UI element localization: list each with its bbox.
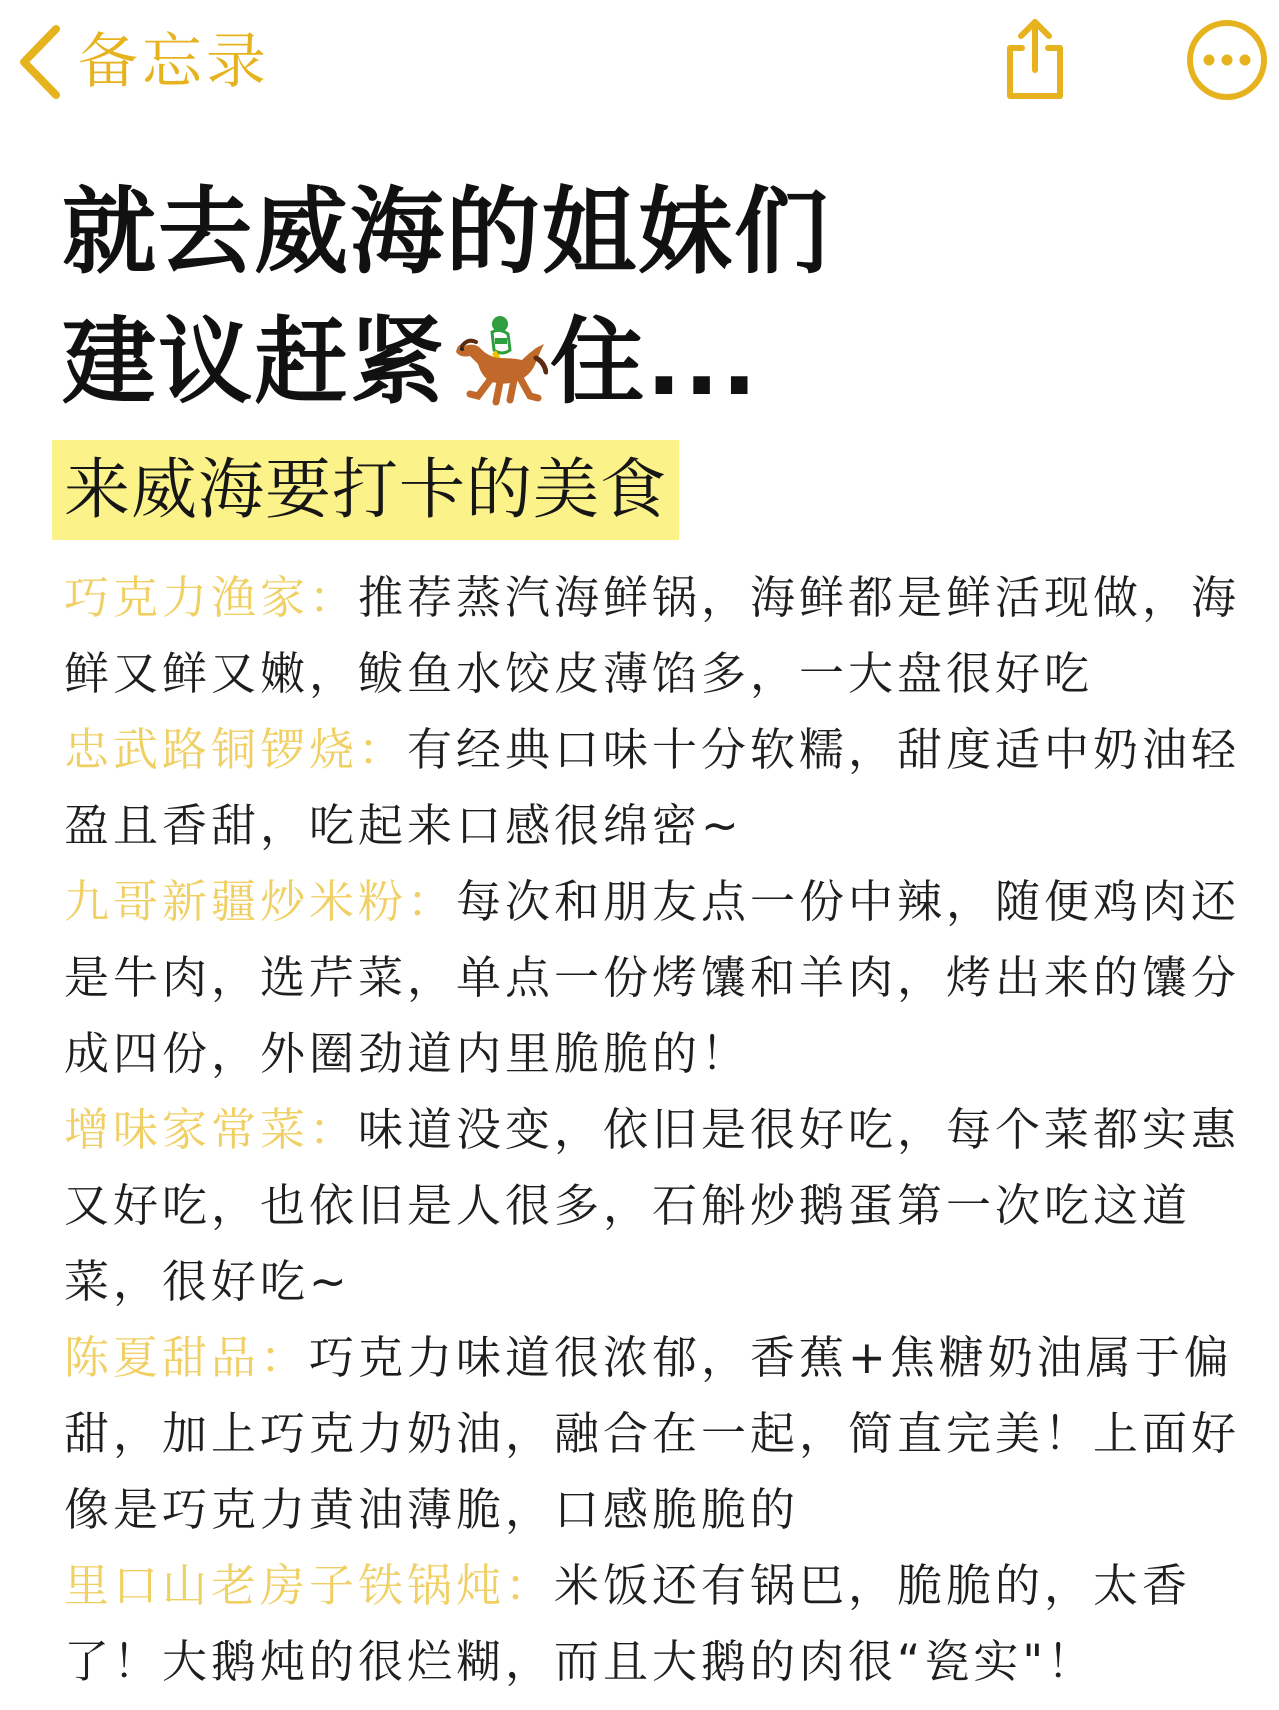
- food-entry: [64, 1320, 1244, 1548]
- note-body: [64, 560, 1244, 1700]
- restaurant-name: 巧克力渔家: [64, 571, 310, 624]
- entry-text: 推荐蒸汽海鲜锅，海鲜都是鲜活现做，海鲜又鲜又嫩，鲅鱼水饺皮薄馅多，一大盘很好吃: [64, 571, 1241, 700]
- entry-text: 味道没变，依旧是很好吃，每个菜都实惠又好吃，也依旧是人很多，石斛炒鹅蛋第一次吃这道菜，很好吃~: [64, 1103, 1241, 1308]
- restaurant-name: 里口山老房子铁锅炖: [64, 1559, 506, 1612]
- food-entry: [64, 712, 1244, 864]
- note-title: [62, 168, 1242, 428]
- more-button[interactable]: [1185, 18, 1269, 102]
- entry-colon: ：: [260, 1331, 310, 1384]
- share-button[interactable]: [1000, 14, 1070, 104]
- entry-text: 巧克力味道很浓郁，香蕉+焦糖奶油属于偏甜，加上巧克力奶油，融合在一起，简直完美！上面好像是巧克力黄油薄脆，口感脆脆的: [64, 1331, 1241, 1536]
- back-button[interactable]: [14, 22, 270, 102]
- food-entry: [64, 864, 1244, 1092]
- entry-text: 有经典口味十分软糯，甜度适中奶油轻盈且香甜，吃起来口感很绵密~: [64, 723, 1241, 852]
- share-icon: [1000, 14, 1070, 104]
- navigation-bar: [0, 0, 1279, 120]
- entry-text: 每次和朋友点一份中辣，随便鸡肉还是牛肉，选芹菜，单点一份烤馕和羊肉，烤出来的馕分成四份，外圈劲道内里脆脆的！: [64, 875, 1241, 1080]
- title-line-2-after: 住...: [550, 308, 760, 417]
- more-icon: [1185, 18, 1269, 102]
- title-line-1: 就去威海的姐妹们: [62, 178, 831, 287]
- entry-colon: ：: [309, 571, 359, 624]
- food-entry: [64, 1092, 1244, 1320]
- restaurant-name: 忠武路铜锣烧: [64, 723, 359, 776]
- restaurant-name: 陈夏甜品: [64, 1331, 261, 1384]
- entry-colon: ：: [358, 723, 408, 776]
- section-heading: 来威海要打卡的美食: [64, 451, 667, 528]
- entry-text: 米饭还有锅巴，脆脆的，太香了！大鹅炖的很烂糊，而且大鹅的肉很“瓷实"！: [64, 1559, 1192, 1688]
- back-label: 备忘录: [78, 27, 270, 97]
- food-entry: [64, 1548, 1244, 1700]
- horse-racing-emoji-icon: [448, 312, 548, 408]
- chevron-left-icon: [14, 23, 66, 101]
- food-entry: [64, 560, 1244, 712]
- section-heading-highlight: [52, 440, 679, 540]
- restaurant-name: 九哥新疆炒米粉: [64, 875, 408, 928]
- entry-colon: ：: [309, 1103, 359, 1156]
- title-line-2-before: 建议赶紧: [62, 308, 447, 417]
- entry-colon: ：: [505, 1559, 555, 1612]
- restaurant-name: 增味家常菜: [64, 1103, 310, 1156]
- title-line-2: [62, 298, 1242, 428]
- entry-colon: ：: [407, 875, 457, 928]
